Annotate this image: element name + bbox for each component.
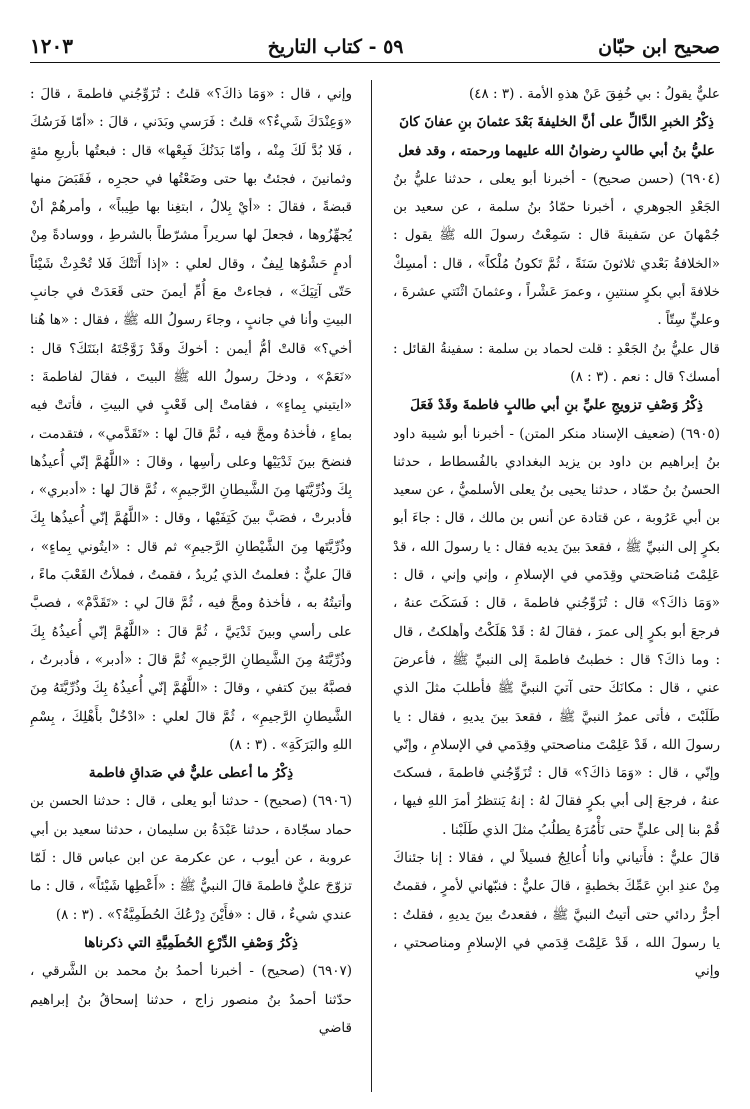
hadith-text: (٦٩٠٥) (ضعيف الإسناد منكر المتن) - أخبرنا أبو شيبة داود بنُ إبراهيم بن داود بن يزيد البغدادي بالفُسطاط ، حدثنا الحسنُ بنُ حمّاد ، حدثنا يحيى بنُ يعلى الأسلميُّ ، عن سعيد بن أبي عَرُوبة ، عن قتادة عن أنس بن مالك ، قال : جاءَ أبو بكرٍ إلى النبيِّ ﷺ ، فقعدَ بينَ يديه فقال : يا رسولَ الله ، قدْ عَلِمْتَ مُناصَحتي وقِدَمي في الإسلامِ ، وإني وإني ، قال : «وَمَا ذاكَ؟» قال : تُزَوِّجُني فاطمةَ ، قال : فَسَكَتَ عنهُ ، فرجعَ أبو بكرٍ إلى عمرَ ، فقالَ لهُ : قَدْ هَلَكْتُ وأهلكتُ ، قال : وما ذاكَ؟ قال : خطبتُ فاطمةَ إلى النبيِّ ﷺ ، فأعرضَ عني ، قال : مكانَكَ حتى آتيَ النبيَّ ﷺ فأطلبَ مثلَ الذي طَلَبْتَ ، فأتى عمرُ النبيَّ ﷺ ، فقعدَ بينَ يديهِ ، فقال : يا رسولَ الله ، قَدْ عَلِمْتَ مناصحتي وقِدَمي في الإسلامِ ، وإنّي وإنّي ، قال : «وَمَا ذاكَ؟» قال : تُزَوِّجُني فاطمةَ ، فسكتَ عنهُ ، فرجعَ إلى أبي بكرٍ فقالَ لهُ : إنهُ يَنتظرُ أمرَ اللهِ فيها ، قُمْ بنا إلى عليٍّ حتى نَأْمُرَهُ يطلُبُ مثلَ الذي طَلَبْنا . [393, 425, 720, 838]
paragraph: قال عليُّ بنُ الجَعْدِ : قلت لحماد بن سلمة : سفينةُ القائل : أمسك؟ قال : نعم . (٣ : ٨) [393, 340, 720, 385]
paragraph: قالَ عليٌّ : فأَتياني وأنا أُعالِجُ فسيلاً لي ، فقالا : إنا جئناكَ مِنْ عندِ ابنِ عَمِّكَ بخطبةٍ ، قالَ عليٌّ : فنبّهاني لأمرٍ ، فقمتُ أجرُّ ردائي حتى أتيتُ النبيَّ ﷺ ، فقعدتُ بينَ يديهِ ، فقلتُ : يا رسولَ الله ، قَدْ عَلِمْتَ قِدَمي في الإسلامِ ومناصحتي ، وإني [393, 850, 720, 980]
hadith-text: (٦٩٠٧) (صحيح) - أخبرنا أحمدُ بنُ محمد بن الشَّرقي ، حدّثنا أحمدُ بنُ منصور زاج ، حدثنا إسحاقُ بنُ إبراهيم قاضي [30, 963, 352, 1036]
chapter-heading: ذِكْرُ وَصْفِ الدِّرْعِ الحُطَمِيَّةِ التي ذكرناها [84, 934, 298, 951]
running-head [30, 28, 720, 63]
paragraph: عليٌّ يقولُ : بي خُفِقَ عَنْ هذهِ الأمة . (٣ : ٤٨) [468, 86, 720, 102]
book-title: صحيح ابن حبّان [598, 36, 720, 58]
right-column [393, 80, 720, 1095]
left-column [30, 80, 352, 1095]
section-title: ٥٩ - كتاب التاريخ [267, 36, 404, 58]
hadith-text: (٦٩٠٦) (صحيح) - حدثنا أبو يعلى ، قال : حدثنا الحسن بن حماد سجّادة ، حدثنا عَبْدَةُ بن سليمان ، حدثنا سعيد بن أبي عروبة ، عن أيوب ، عن عكرمة عن ابن عباس قال : لَمّا تزوّجَ عليٌّ فاطمةَ قالَ النبيُّ ﷺ : «أَعْطِها شَيْئاً» ، قال : ما عندي شيءٌ ، قال : «فأَيْنَ دِرْعُكَ الحُطَمِيَّةُ؟» . (٣ : ٨) [30, 793, 352, 923]
hadith-text: وإني ، قال : «وَمَا ذاكَ؟» قلتُ : تُزَوِّجُني فاطمةَ ، قالَ : «وَعِنْدَكَ شَيءٌ؟» قلتُ : فَرَسي وبَدَني ، قالَ : «أمّا فَرَسُكَ ، فَلا بُدَّ لَكَ مِنْه ، وأمّا بَدَنُكَ فَبِعْها» قال : فبعتُها بأربعِ مئةٍ وثمانينَ ، فجئتُ بها حتى وضَعْتُها في حجرِه ، فَقَبَضَ منها قبضةً ، فقالَ : «أيْ بِلالُ ، ابتغِنا بها طِيباً» ، وأمرهُمْ أنْ يُجهِّزُوها ، فجعلَ لها سريراً مشرّطاً بالشرطِ ، ووسادةً مِنْ أدمٍ حَشْوُها لِيفٌ ، وقال لعلي : «إذا أَتَتْكَ فَلا تُحْدِثْ شَيْئاً حَتّى آتِيَكَ» ، فجاءتْ معَ أُمِّ أيمنَ حتى قَعَدَتْ في جانبِ البيتِ وأنا في جانبٍ ، وجاءَ رسولُ الله ﷺ ، فقال : «ها هُنا أخي؟» قالتْ أمُّ أيمن : أخوكَ وقَدْ زَوَّجْتَهُ ابنَتَكَ؟ قال : «نَعَمْ» ، ودخلَ رسولُ الله ﷺ البيتَ ، فقالَ لفاطمةَ : «ايتيني بِماءٍ» ، فقامتْ إلى قَعْبٍ في البيتِ ، فأتتْ فيه بماءٍ ، فأخذهُ ومجَّ فيه ، ثُمَّ قالَ لها : «تَقَدَّمي» ، فتقدمت ، فنضحَ بينَ ثَدْيَيْها وعلى رأسِها ، وقالَ : «اللَّهُمَّ إنّي أُعيذُها بِكَ وذُرِّيَّتَها مِنَ الشَّيطانِ الرَّجيمِ» ، ثُمَّ قالَ لها : «أدبري» ، فأدبرتْ ، فصَبَّ بينَ كَتِفَيْها ، وقال : «اللَّهُمَّ إنّي أُعيذُها بِكَ وذُرِّيَّتَها مِنَ الشَّيْطانِ الرَّجيمِ» ثم قال : «ايتُوني بِماءٍ» ، قالَ عليٌّ : فعلمتُ الذي يُريدُ ، فقمتُ ، فملأتُ القَعْبَ ماءً ، وأتيتُهُ به ، فأخذهُ ومجَّ فيه ، ثُمَّ قالَ لي : «تَقَدَّمْ» ، فصبَّ على رأسي وبينَ ثَدْيَيَّ ، ثُمَّ قالَ : «اللَّهُمَّ إنّي أُعيذُهُ بِكَ وذُرِّيَّتَهُ مِنَ الشَّيطانِ الرَّجيمِ» ثُمَّ قالَ : «أدبر» ، فأدبرتُ ، فصبَّهُ بينَ كتفي ، وقالَ : «اللَّهُمَّ إنّي أُعيذُهُ بِكَ وذُرِّيَّتَهُ مِنَ الشَّيطانِ الرَّجيمِ» ، ثُمَّ قالَ لعلي : «ادْخُلْ بأَهْلِكَ ، بِسْمِ اللهِ والبَرَكَةِ» . (٣ : ٨) [30, 86, 352, 753]
page-number: ١٢٠٣ [30, 34, 73, 58]
column-divider [371, 80, 372, 1092]
chapter-heading: ذِكْرُ وَصْفِ تزويجِ عليِّ بنِ أبي طالبٍ فاطمةَ وقَدْ فَعَلَ [410, 397, 703, 414]
chapter-heading: ذِكْرُ الخبرِ الدَّالِّ على أنَّ الخليفةَ بَعْدَ عثمانَ بنِ عفانَ كانَ عليُّ بنُ أبي طالبٍ رضوانُ الله عليهما ورحمته ، وقد فعل [398, 114, 715, 159]
hadith-text: (٦٩٠٤) (حسن صحيح) - أخبرنا أبو يعلى ، حدثنا عليُّ بنُ الجَعْدِ الجوهري ، أخبرنا حمّادُ بنُ سلمة ، عن سعيد بن جُمْهانَ عن سَفينةَ قال : سَمِعْتُ رسولَ الله ﷺ يقول : «الخلافةُ بَعْدي ثلاثونَ سَنَةً ، ثُمَّ تَكونُ مُلْكاً» ، قال : أمسِكْ خلافةَ أبي بكرٍ سنتينِ ، وعمرَ عَشْراً ، وعثمانَ اثْنَتي عشرةَ ، وعليٍّ سِتّاً . [393, 170, 720, 329]
chapter-heading: ذِكْرُ ما أعطى عليٌّ في صَداقِ فاطمة [88, 765, 294, 782]
